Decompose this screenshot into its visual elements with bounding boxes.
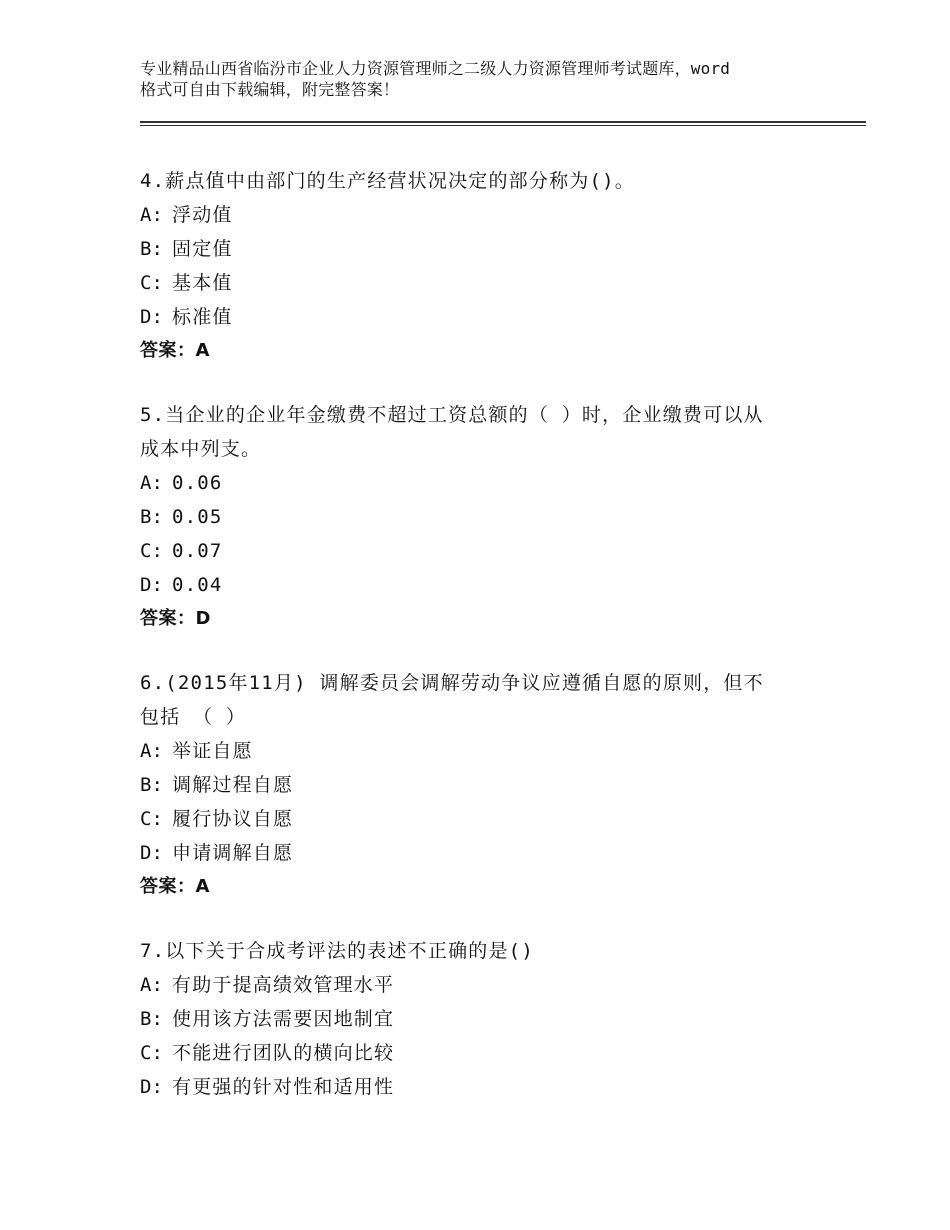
question-list: [140, 164, 820, 1134]
question-stem: 4.薪点值中由部门的生产经营状况决定的部分称为()。: [140, 170, 635, 192]
question-4: [140, 164, 820, 368]
option-d: [140, 568, 820, 602]
option-a: [140, 198, 820, 232]
option-a: [140, 734, 820, 768]
option-b: [140, 500, 820, 534]
option-text: 固定值: [172, 238, 233, 260]
option-letter: A:: [140, 204, 163, 226]
option-c: [140, 266, 820, 300]
option-letter: B:: [140, 238, 163, 260]
option-text: 标准值: [172, 306, 233, 328]
question-stem-continued: 包括 （ ）: [140, 706, 247, 728]
document-header: [140, 58, 830, 100]
option-letter: A:: [140, 740, 163, 762]
question-6: [140, 666, 820, 904]
option-letter: B:: [140, 506, 163, 528]
option-letter: D:: [140, 306, 163, 328]
answer-label: 答案：A: [140, 876, 210, 897]
option-text: 浮动值: [172, 204, 233, 226]
option-b: [140, 232, 820, 266]
option-letter: A:: [140, 472, 163, 494]
option-letter: C:: [140, 272, 163, 294]
option-text: 使用该方法需要因地制宜: [172, 1008, 395, 1030]
option-letter: C:: [140, 540, 163, 562]
option-text: 0.07: [172, 540, 223, 562]
option-text: 0.04: [172, 574, 223, 596]
option-a: [140, 466, 820, 500]
question-stem: 7.以下关于合成考评法的表述不正确的是(): [140, 940, 534, 962]
question-stem: 6.(2015年11月) 调解委员会调解劳动争议应遵循自愿的原则，但不: [140, 672, 764, 694]
answer-label: 答案：A: [140, 340, 210, 361]
question-5: [140, 398, 820, 636]
option-b: [140, 768, 820, 802]
option-d: [140, 836, 820, 870]
option-letter: D:: [140, 842, 163, 864]
option-text: 调解过程自愿: [172, 774, 294, 796]
option-letter: A:: [140, 974, 163, 996]
header-line-1: 专业精品山西省临汾市企业人力资源管理师之二级人力资源管理师考试题库，word: [140, 59, 731, 78]
option-letter: C:: [140, 808, 163, 830]
header-divider-thin: [140, 125, 866, 126]
option-text: 举证自愿: [172, 740, 253, 762]
option-b: [140, 1002, 820, 1036]
option-text: 0.05: [172, 506, 223, 528]
answer-label: 答案：D: [140, 608, 211, 629]
option-c: [140, 1036, 820, 1070]
question-stem: 5.当企业的企业年金缴费不超过工资总额的（ ）时，企业缴费可以从: [140, 404, 764, 426]
option-letter: B:: [140, 1008, 163, 1030]
option-text: 不能进行团队的横向比较: [172, 1042, 395, 1064]
option-letter: C:: [140, 1042, 163, 1064]
option-letter: B:: [140, 774, 163, 796]
header-divider-thick: [140, 121, 866, 123]
option-text: 有助于提高绩效管理水平: [172, 974, 395, 996]
option-text: 有更强的针对性和适用性: [172, 1076, 395, 1098]
option-a: [140, 968, 820, 1002]
option-text: 履行协议自愿: [172, 808, 294, 830]
question-7: [140, 934, 820, 1104]
option-text: 基本值: [172, 272, 233, 294]
option-c: [140, 534, 820, 568]
option-letter: D:: [140, 1076, 163, 1098]
question-stem-continued: 成本中列支。: [140, 438, 262, 460]
option-c: [140, 802, 820, 836]
option-text: 0.06: [172, 472, 223, 494]
option-d: [140, 1070, 820, 1104]
option-d: [140, 300, 820, 334]
header-line-2: 格式可自由下载编辑，附完整答案！: [140, 80, 400, 99]
option-text: 申请调解自愿: [172, 842, 294, 864]
option-letter: D:: [140, 574, 163, 596]
